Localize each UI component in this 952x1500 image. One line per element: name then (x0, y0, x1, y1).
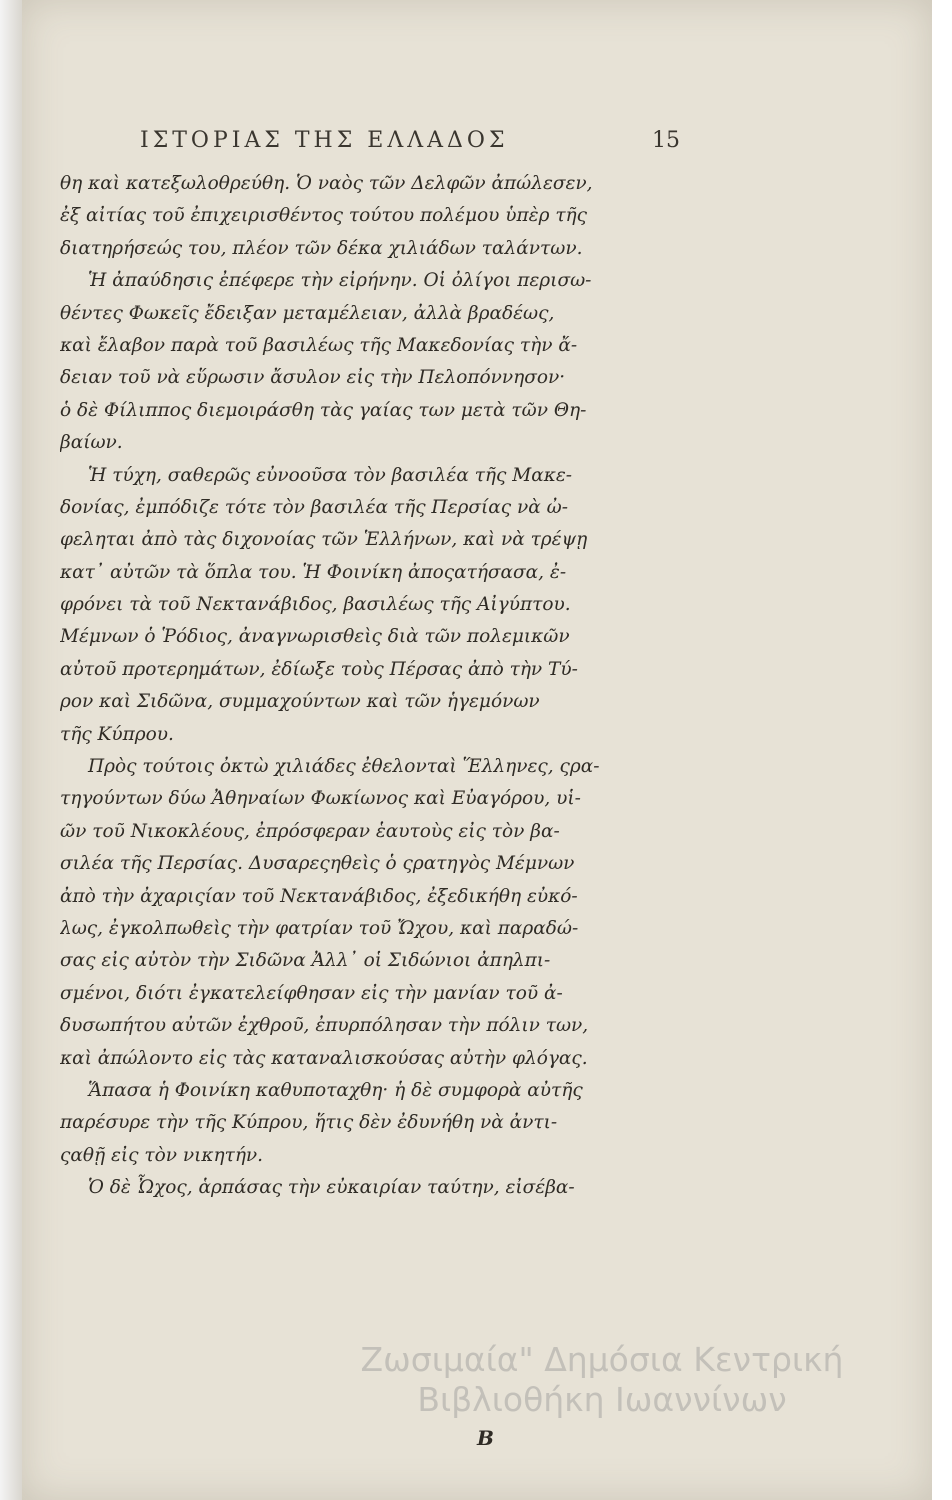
text-line: σας εἰς αὐτὸν τὴν Σιδῶνα Ἀλλ᾽ οἱ Σιδώνιοι ἀπηλπι- (60, 950, 551, 972)
text-line: ἀπὸ τὴν ἀχαριςίαν τοῦ Νεκτανάβιδος, ἐξεδικήθη εὐκό- (60, 885, 578, 907)
text-line: φεληται ἀπὸ τὰς διχονοίας τῶν Ἑλλήνων, καὶ νὰ τρέψῃ (60, 529, 588, 551)
text-line: ὁ δὲ Φίλιππος διεμοιράσθη τὰς γαίας των μετὰ τῶν Θη- (60, 399, 587, 421)
text-line: καὶ ἀπώλοντο εἰς τὰς καταναλισκούσας αὐτὴν φλόγας. (60, 1047, 588, 1069)
text-line: καὶ ἔλαβον παρὰ τοῦ βασιλέως τῆς Μακεδονίας τὴν ἄ- (60, 334, 578, 356)
text-line: Ὁ δὲ Ὦχος, ἁρπάσας τὴν εὐκαιρίαν ταύτην, εἰσέβα- (88, 1177, 575, 1199)
text-line: κατ᾽ αὐτῶν τὰ ὅπλα του. Ἡ Φοινίκη ἀποςατήσασα, ἐ- (60, 561, 567, 583)
text-line: Πρὸς τούτοις ὀκτὼ χιλιάδες ἐθελονταὶ Ἕλληνες, ςρα- (88, 756, 600, 778)
text-line: διατηρήσεώς του, πλέον τῶν δέκα χιλιάδων ταλάντων. (60, 237, 583, 259)
text-line: δονίας, ἐμπόδιζε τότε τὸν βασιλέα τῆς Περσίας νὰ ὠ- (60, 496, 568, 518)
body-text (60, 168, 780, 1205)
text-line: σμένοι, διότι ἐγκατελείφθησαν εἰς τὴν μανίαν τοῦ ἀ- (60, 982, 563, 1004)
text-line: ρον καὶ Σιδῶνα, συμμαχούντων καὶ τῶν ἡγεμόνων (60, 691, 540, 713)
text-line: δυσωπήτου αὐτῶν ἐχθροῦ, ἐπυρπόλησαν τὴν πόλιν των, (60, 1015, 589, 1037)
watermark-line-1: Ζωσιμαία" Δημόσια Κεντρική (360, 1340, 844, 1379)
page-header (22, 128, 932, 162)
page-edge (0, 0, 22, 1500)
text-line: παρέσυρε τὴν τῆς Κύπρου, ἥτις δὲν ἐδυνήθη νὰ ἀντι- (60, 1112, 558, 1134)
text-line: τηγούντων δύω Ἀθηναίων Φωκίωνος καὶ Εὐαγόρου, υἱ- (60, 788, 581, 810)
running-head: ΙΣΤΟΡΙΑΣ ΤΗΣ ΕΛΛΑΔΟΣ (140, 128, 509, 153)
text-line: βαίων. (60, 432, 123, 454)
signature-mark: B (477, 1426, 494, 1450)
text-line: φρόνει τὰ τοῦ Νεκτανάβιδος, βασιλέως τῆς Αἰγύπτου. (60, 594, 571, 616)
text-line: σιλέα τῆς Περσίας. Δυσαρεςηθεὶς ὁ ςρατηγὸς Μέμνων (60, 853, 575, 875)
text-line: αὐτοῦ προτερημάτων, ἐδίωξε τοὺς Πέρσας ἀπὸ τὴν Τύ- (60, 658, 578, 680)
text-line: ῶν τοῦ Νικοκλέους, ἐπρόσφεραν ἑαυτοὺς εἰς τὸν βα- (60, 820, 560, 842)
text-line: Ἡ ἀπαύδησις ἐπέφερε τὴν εἰρήνην. Οἱ ὀλίγοι περισω- (88, 270, 592, 292)
text-line: λως, ἐγκολπωθεὶς τὴν φατρίαν τοῦ Ὤχου, καὶ παραδώ- (60, 917, 579, 939)
text-line: δειαν τοῦ νὰ εὕρωσιν ἄσυλον εἰς τὴν Πελοπόννησον· (60, 367, 566, 389)
text-line: θέντες Φωκεῖς ἔδειξαν μεταμέλειαν, ἀλλὰ βραδέως, (60, 302, 555, 324)
text-line: ςαθῇ εἰς τὸν νικητήν. (60, 1144, 264, 1166)
text-line: Ἡ τύχη, σαθερῶς εὐνοοῦσα τὸν βασιλέα τῆς Μακε- (88, 464, 573, 486)
text-line: τῆς Κύπρου. (60, 723, 174, 745)
text-line: Μέμνων ὁ Ῥόδιος, ἀναγνωρισθεὶς διὰ τῶν πολεμικῶν (60, 626, 570, 648)
book-page (22, 0, 932, 1500)
watermark-line-2: Βιβλιοθήκη Ιωαννίνων (417, 1380, 787, 1419)
text-line: θη καὶ κατεξωλοθρεύθη. Ὁ ναὸς τῶν Δελφῶν ἀπώλεσεν, (60, 173, 593, 194)
text-line: ἐξ αἰτίας τοῦ ἐπιχειρισθέντος τούτου πολέμου ὑπὲρ τῆς (60, 205, 588, 227)
page-number: 15 (652, 128, 680, 153)
text-line: Ἅπασα ἡ Φοινίκη καθυποταχθη· ἡ δὲ συμφορὰ αὐτῆς (88, 1079, 583, 1101)
